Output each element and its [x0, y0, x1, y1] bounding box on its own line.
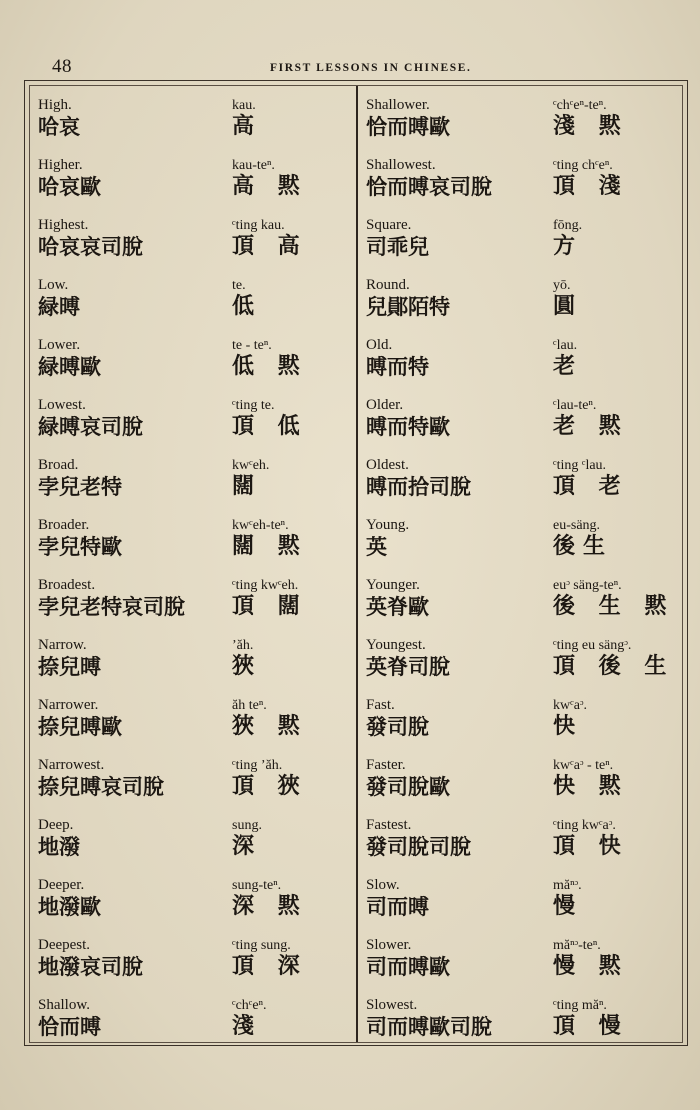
- romanization: ᶜting ᶜlau.: [553, 458, 607, 473]
- right-entry-english-block: [366, 937, 450, 980]
- dialect-transcription: 恰而㬍歐: [366, 115, 450, 139]
- right-entry-chinese-block: [553, 937, 629, 980]
- english-word: Broader.: [38, 517, 90, 533]
- romanization: yō.: [553, 278, 571, 293]
- right-entry-chinese-block: [553, 757, 629, 800]
- right-entry-chinese-block: [553, 637, 674, 680]
- left-entry-chinese-block: [232, 217, 308, 260]
- right-entry-english-block: [366, 97, 450, 140]
- english-word: Youngest.: [366, 637, 426, 653]
- right-entry-english-block: [366, 577, 429, 620]
- english-word: Lower.: [38, 337, 81, 353]
- romanization: ᶜting sung.: [232, 938, 291, 953]
- romanization: măⁿᵓ.: [553, 878, 582, 893]
- dialect-transcription: 恰而㬍哀司脫: [366, 175, 492, 199]
- dialect-transcription: 㬍而特: [366, 355, 429, 379]
- romanization: sung-teⁿ.: [232, 878, 282, 893]
- left-entry-english-block: [38, 877, 101, 920]
- dialect-transcription: 英脊歐: [366, 595, 429, 619]
- left-entry-chinese-block: [232, 637, 262, 680]
- left-entry-english-block: [38, 157, 101, 200]
- left-entry-english-block: [38, 697, 122, 740]
- romanization: kwᶜaᵓ.: [553, 698, 587, 713]
- right-entry-english-block: [366, 457, 471, 500]
- romanization: euᵓ säng-teⁿ.: [553, 578, 622, 593]
- dialect-transcription: 兒鄖陌特: [366, 295, 450, 319]
- right-entry-english-block: [366, 337, 429, 380]
- chinese-characters: 老 黙: [553, 414, 629, 439]
- chinese-characters: 頂 深: [232, 954, 308, 979]
- chinese-characters: 頂 高: [232, 234, 308, 259]
- right-entry-chinese-block: [553, 997, 629, 1040]
- left-entry-english-block: [38, 277, 80, 320]
- romanization: kwᶜaᵓ - teⁿ.: [553, 758, 614, 773]
- dialect-transcription: 發司脫歐: [366, 775, 450, 799]
- dialect-transcription: 孛兒老特哀司脫: [38, 595, 185, 619]
- left-entry-chinese-block: [232, 517, 308, 560]
- right-entry-chinese-block: [553, 817, 629, 860]
- chinese-characters: 後 生 黙: [553, 594, 675, 619]
- right-entry-chinese-block: [553, 457, 629, 500]
- dialect-transcription: 發司脫: [366, 715, 429, 739]
- right-entry-english-block: [366, 637, 450, 680]
- romanization: ᶜlau-teⁿ.: [553, 398, 597, 413]
- romanization: fōng.: [553, 218, 583, 233]
- romanization: kau.: [232, 98, 256, 113]
- chinese-characters: 低 黙: [232, 354, 308, 379]
- chinese-characters: 老: [553, 354, 584, 379]
- chinese-characters: 淺 黙: [553, 114, 629, 139]
- chinese-characters: 慢: [553, 894, 584, 919]
- romanization: ᶜting măⁿ.: [553, 998, 607, 1013]
- english-word: Deeper.: [38, 877, 85, 893]
- chinese-characters: 頂 淺: [553, 174, 629, 199]
- right-entry-english-block: [366, 517, 409, 560]
- right-entry-chinese-block: [553, 697, 587, 740]
- dialect-transcription: 司而㬍歐司脫: [366, 1015, 492, 1039]
- dialect-transcription: 㬍而拾司脫: [366, 475, 471, 499]
- romanization: ʼăh.: [232, 638, 254, 653]
- right-entry-chinese-block: [553, 517, 613, 560]
- left-entry-chinese-block: [232, 337, 308, 380]
- right-entry-english-block: [366, 397, 450, 440]
- dialect-transcription: 緑㬍哀司脫: [38, 415, 143, 439]
- right-entry-chinese-block: [553, 97, 629, 140]
- dialect-transcription: 哈哀歐: [38, 175, 101, 199]
- english-word: Shallow.: [38, 997, 90, 1013]
- english-word: Round.: [366, 277, 410, 293]
- dialect-transcription: 哈哀: [38, 115, 80, 139]
- left-entry-chinese-block: [232, 397, 308, 440]
- chinese-characters: 後生: [553, 534, 614, 559]
- dialect-transcription: 地潑: [38, 835, 80, 859]
- right-entry-chinese-block: [553, 577, 674, 620]
- dialect-transcription: 地潑哀司脫: [38, 955, 143, 979]
- english-word: Oldest.: [366, 457, 409, 473]
- right-entry-english-block: [366, 277, 450, 320]
- dialect-transcription: 㬍而特歐: [366, 415, 450, 439]
- english-word: Fast.: [366, 697, 395, 713]
- right-entry-english-block: [366, 877, 429, 920]
- english-word: Younger.: [366, 577, 420, 593]
- romanization: kwᶜeh.: [232, 458, 270, 473]
- dialect-transcription: 哈哀哀司脫: [38, 235, 143, 259]
- dialect-transcription: 緑㬍歐: [38, 355, 101, 379]
- english-word: Shallowest.: [366, 157, 436, 173]
- dialect-transcription: 英脊司脫: [366, 655, 450, 679]
- left-entry-english-block: [38, 337, 101, 380]
- chinese-characters: 頂 慢: [553, 1014, 629, 1039]
- right-entry-english-block: [366, 157, 492, 200]
- chinese-characters: 闊 黙: [232, 534, 308, 559]
- chinese-characters: 快: [553, 714, 584, 739]
- left-entry-chinese-block: [232, 697, 308, 740]
- romanization: ᶜting ʼăh.: [232, 758, 283, 773]
- left-entry-chinese-block: [232, 817, 262, 860]
- romanization: eu-säng.: [553, 518, 601, 533]
- chinese-characters: 淺: [232, 1014, 263, 1039]
- chinese-characters: 慢 黙: [553, 954, 629, 979]
- left-entry-english-block: [38, 217, 143, 260]
- romanization: ᶜting te.: [232, 398, 275, 413]
- right-entry-chinese-block: [553, 157, 629, 200]
- dialect-transcription: 地潑歐: [38, 895, 101, 919]
- left-entry-chinese-block: [232, 457, 269, 500]
- dialect-transcription: 捺兒㬍哀司脫: [38, 775, 164, 799]
- english-word: Older.: [366, 397, 404, 413]
- english-word: Higher.: [38, 157, 83, 173]
- dialect-transcription: 緑㬍: [38, 295, 80, 319]
- romanization: ᶜting kwᶜaᵓ.: [553, 818, 616, 833]
- romanization: te.: [232, 278, 246, 293]
- chinese-characters: 深: [232, 834, 263, 859]
- running-head: FIRST LESSONS IN CHINESE.: [270, 62, 472, 74]
- chinese-characters: 頂 後 生: [553, 654, 675, 679]
- dialect-transcription: 司而㬍歐: [366, 955, 450, 979]
- left-entry-chinese-block: [232, 877, 308, 920]
- chinese-characters: 深 黙: [232, 894, 308, 919]
- left-entry-english-block: [38, 637, 101, 680]
- english-word: Faster.: [366, 757, 406, 773]
- left-entry-chinese-block: [232, 997, 267, 1040]
- right-entry-chinese-block: [553, 337, 583, 380]
- chinese-characters: 闊: [232, 474, 263, 499]
- dialect-transcription: 司而㬍: [366, 895, 429, 919]
- chinese-characters: 狹 黙: [232, 714, 308, 739]
- right-entry-english-block: [366, 997, 492, 1040]
- english-word: Square.: [366, 217, 412, 233]
- left-entry-chinese-block: [232, 97, 262, 140]
- dialect-transcription: 司乖兒: [366, 235, 429, 259]
- english-word: Old.: [366, 337, 393, 353]
- english-word: Broadest.: [38, 577, 96, 593]
- romanization: ᶜting eu sängᵓ.: [553, 638, 632, 653]
- left-entry-english-block: [38, 457, 122, 500]
- chinese-characters: 頂 低: [232, 414, 308, 439]
- left-entry-english-block: [38, 937, 143, 980]
- dialect-transcription: 孛兒特歐: [38, 535, 122, 559]
- english-word: Lowest.: [38, 397, 86, 413]
- right-entry-chinese-block: [553, 877, 583, 920]
- english-word: Low.: [38, 277, 69, 293]
- romanization: te - teⁿ.: [232, 338, 272, 353]
- left-entry-chinese-block: [232, 757, 308, 800]
- chinese-characters: 頂 闊: [232, 594, 308, 619]
- chinese-characters: 方: [553, 234, 584, 259]
- english-word: Deepest.: [38, 937, 91, 953]
- left-entry-english-block: [38, 97, 80, 140]
- romanization: kau-teⁿ.: [232, 158, 275, 173]
- english-word: Deep.: [38, 817, 74, 833]
- chinese-characters: 圓: [553, 294, 584, 319]
- dialect-transcription: 捺兒㬍歐: [38, 715, 122, 739]
- romanization: măⁿᵓ-teⁿ.: [553, 938, 601, 953]
- left-entry-english-block: [38, 397, 143, 440]
- right-entry-english-block: [366, 697, 429, 740]
- right-entry-chinese-block: [553, 397, 629, 440]
- romanization: ᶜchᶜeⁿ-teⁿ.: [553, 98, 607, 113]
- romanization: kwᶜeh-teⁿ.: [232, 518, 289, 533]
- chinese-characters: 快 黙: [553, 774, 629, 799]
- page-number: 48: [52, 56, 72, 77]
- romanization: ᶜting chᶜeⁿ.: [553, 158, 613, 173]
- dialect-transcription: 孛兒老特: [38, 475, 122, 499]
- romanization: ᶜchᶜeⁿ.: [232, 998, 267, 1013]
- english-word: Fastest.: [366, 817, 412, 833]
- left-entry-chinese-block: [232, 937, 308, 980]
- left-entry-english-block: [38, 517, 122, 560]
- right-entry-english-block: [366, 217, 429, 260]
- left-entry-english-block: [38, 757, 164, 800]
- english-word: Highest.: [38, 217, 89, 233]
- chinese-characters: 高: [232, 114, 263, 139]
- left-entry-chinese-block: [232, 277, 262, 320]
- romanization: sung.: [232, 818, 262, 833]
- right-entry-chinese-block: [553, 277, 583, 320]
- chinese-characters: 頂 快: [553, 834, 629, 859]
- english-word: Slowest.: [366, 997, 418, 1013]
- dialect-transcription: 發司脫司脫: [366, 835, 471, 859]
- romanization: ᶜlau.: [553, 338, 578, 353]
- english-word: Slow.: [366, 877, 400, 893]
- dialect-transcription: 恰而㬍: [38, 1015, 101, 1039]
- right-entry-english-block: [366, 757, 450, 800]
- left-entry-english-block: [38, 577, 185, 620]
- english-word: Broad.: [38, 457, 79, 473]
- chinese-characters: 低: [232, 294, 263, 319]
- left-entry-english-block: [38, 817, 80, 860]
- chinese-characters: 高 黙: [232, 174, 308, 199]
- english-word: High.: [38, 97, 72, 113]
- english-word: Young.: [366, 517, 410, 533]
- romanization: ᶜting kau.: [232, 218, 285, 233]
- english-word: Slower.: [366, 937, 412, 953]
- romanization: ăh teⁿ.: [232, 698, 267, 713]
- left-entry-chinese-block: [232, 157, 308, 200]
- english-word: Narrow.: [38, 637, 87, 653]
- left-entry-chinese-block: [232, 577, 308, 620]
- dialect-transcription: 英: [366, 535, 387, 559]
- english-word: Narrower.: [38, 697, 99, 713]
- romanization: ᶜting kwᶜeh.: [232, 578, 299, 593]
- right-entry-english-block: [366, 817, 471, 860]
- dialect-transcription: 捺兒㬍: [38, 655, 101, 679]
- chinese-characters: 頂 老: [553, 474, 629, 499]
- english-word: Shallower.: [366, 97, 430, 113]
- chinese-characters: 頂 狹: [232, 774, 308, 799]
- chinese-characters: 狹: [232, 654, 263, 679]
- english-word: Narrowest.: [38, 757, 105, 773]
- right-entry-chinese-block: [553, 217, 583, 260]
- left-entry-english-block: [38, 997, 101, 1040]
